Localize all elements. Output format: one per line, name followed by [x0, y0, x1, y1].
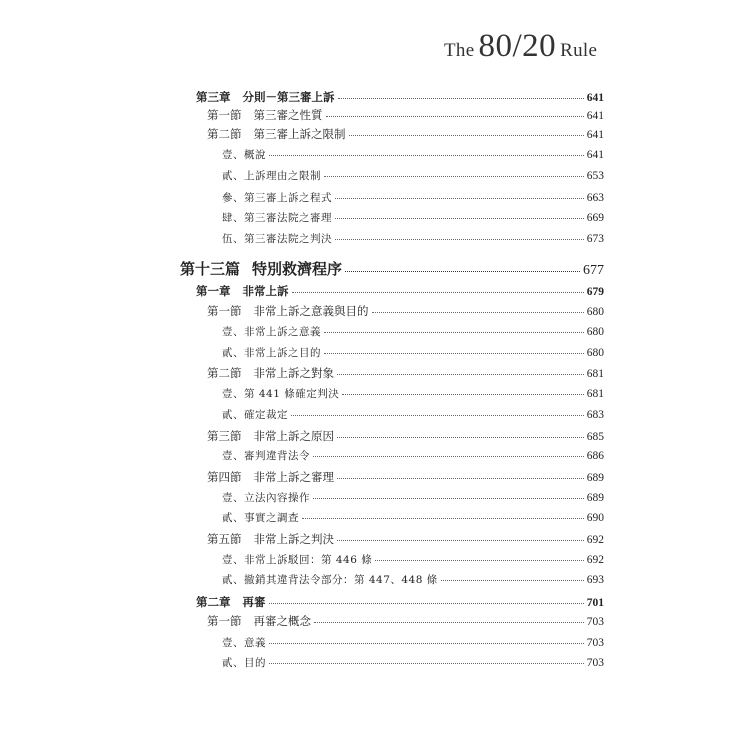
toc-entry-item [222, 635, 604, 651]
toc-entry-label [207, 107, 323, 123]
toc-entry-title: 貳、上訴理由之限制 [222, 170, 321, 182]
dot-leader [335, 217, 584, 219]
dot-leader [291, 414, 584, 416]
toc-entry-title: 貳、非常上訴之目的 [222, 347, 321, 359]
toc-entry-title: 壹、立法內容操作 [222, 492, 310, 504]
dot-leader [269, 662, 584, 664]
dot-leader [292, 291, 584, 293]
toc-entry-section [207, 303, 604, 320]
toc-entry-label [207, 126, 346, 142]
toc-entry-label [222, 345, 321, 361]
toc-entry-page: 680 [586, 326, 604, 338]
dot-leader [342, 393, 584, 395]
toc-entry-item [222, 407, 604, 423]
toc-entry-label [196, 283, 289, 299]
toc-entry-label [222, 168, 321, 184]
toc-entry-label [222, 190, 332, 206]
dot-leader [324, 331, 584, 333]
toc-entry-page: 690 [586, 512, 604, 524]
toc-entry-title: 壹、審判違背法令 [222, 450, 310, 462]
toc-entry-number: 第三章 [196, 90, 231, 104]
toc-entry-title: 再審之概念 [253, 614, 311, 628]
toc-entry-section [207, 107, 604, 124]
toc-entry-page: 683 [586, 409, 604, 421]
toc-entry-page: 685 [586, 431, 604, 443]
toc-entry-title: 非常上訴之原因 [253, 429, 334, 443]
dot-leader [302, 517, 584, 519]
toc-entry-item [222, 345, 604, 361]
toc-entry-label [222, 635, 266, 651]
toc-entry-part [180, 259, 604, 281]
toc-entry-number: 第一章 [196, 284, 231, 298]
brand-rule: Rule [560, 40, 598, 61]
toc-entry-page: 641 [586, 149, 604, 161]
toc-entry-label [222, 407, 288, 423]
toc-entry-label [222, 448, 310, 464]
toc-entry-title: 分則－第三審上訴 [242, 90, 335, 104]
toc-entry-page: 669 [586, 212, 604, 224]
toc-entry-item [222, 168, 604, 184]
toc-entry-item [222, 386, 604, 402]
toc-entry-label [207, 428, 334, 444]
toc-entry-label [207, 613, 311, 629]
toc-entry-title: 貳、事實之調查 [222, 512, 299, 524]
toc-entry-label [196, 89, 335, 105]
toc-entry-section [207, 469, 604, 486]
dot-leader [269, 642, 584, 644]
toc-entry-label [207, 365, 334, 381]
dot-leader [313, 455, 584, 457]
toc-entry-title: 非常上訴之對象 [253, 366, 334, 380]
toc-entry-title: 壹、意義 [222, 637, 266, 649]
toc-entry-number: 第二節 [207, 127, 242, 141]
toc-entry-label [222, 655, 266, 671]
toc-entry-page: 680 [586, 347, 604, 359]
brand-the: The [444, 40, 475, 61]
toc-entry-page: 681 [586, 368, 604, 380]
toc-entry-item [222, 510, 604, 526]
toc-entry-page: 689 [586, 472, 604, 484]
toc-entry-item [222, 210, 604, 226]
toc-entry-section [207, 531, 604, 548]
toc-entry-title: 第三審之性質 [253, 108, 323, 122]
toc-entry-page: 681 [586, 388, 604, 400]
toc-entry-label [222, 572, 438, 588]
dot-leader [441, 579, 584, 581]
dot-leader [338, 97, 584, 99]
toc-entry-page: 680 [586, 306, 604, 318]
toc-entry-page: 692 [586, 554, 604, 566]
toc-entry-label [180, 259, 342, 279]
brand-number: 80/20 [478, 28, 557, 64]
toc-entry-page: 673 [586, 233, 604, 245]
toc-entry-page: 679 [586, 286, 604, 298]
toc-entry-label [222, 386, 339, 402]
toc-entry-label [222, 490, 310, 506]
toc-entry-page: 689 [586, 492, 604, 504]
toc-entry-label [222, 324, 321, 340]
toc-entry-page: 701 [586, 597, 604, 609]
toc-entry-title: 第三審上訴之限制 [253, 127, 346, 141]
toc-entry-label [222, 231, 332, 247]
dot-leader [269, 602, 584, 604]
toc-entry-page: 641 [586, 110, 604, 122]
toc-entry-number: 第二章 [196, 595, 231, 609]
toc-entry-label [207, 469, 334, 485]
toc-entry-item [222, 147, 604, 163]
toc-entry-number: 第四節 [207, 470, 242, 484]
toc-entry-item [222, 655, 604, 671]
toc-entry-chapter [196, 283, 604, 300]
toc-entry-item [222, 448, 604, 464]
toc-entry-number: 第十三篇 [180, 260, 241, 278]
toc-entry-page: 692 [586, 534, 604, 546]
toc-entry-page: 677 [583, 263, 604, 278]
toc-entry-item [222, 324, 604, 340]
dot-leader [337, 373, 584, 375]
toc-entry-label [207, 303, 369, 319]
toc-entry-item [222, 190, 604, 206]
toc-entry-section [207, 365, 604, 382]
toc-entry-number: 第三節 [207, 429, 242, 443]
toc-entry-item [222, 552, 604, 568]
toc-entry-title: 壹、概說 [222, 149, 266, 161]
toc-entry-page: 663 [586, 192, 604, 204]
toc-entry-section [207, 428, 604, 445]
toc-entry-page: 641 [586, 92, 604, 104]
toc-entry-label [196, 594, 266, 610]
dot-leader [337, 477, 584, 479]
dot-leader [324, 352, 584, 354]
dot-leader [324, 175, 584, 177]
dot-leader [337, 539, 584, 541]
toc-entry-chapter [196, 89, 604, 106]
toc-entry-label [222, 510, 299, 526]
toc-entry-item [222, 490, 604, 506]
dot-leader [345, 270, 580, 272]
toc-entry-title: 壹、非常上訴之意義 [222, 326, 321, 338]
toc-entry-item [222, 572, 604, 588]
toc-entry-item [222, 231, 604, 247]
toc-entry-page: 653 [586, 170, 604, 182]
dot-leader [269, 154, 584, 156]
dot-leader [326, 115, 584, 117]
toc-entry-number: 第二節 [207, 366, 242, 380]
dot-leader [337, 436, 584, 438]
toc-entry-title: 非常上訴之審理 [253, 470, 334, 484]
toc-entry-page: 703 [586, 616, 604, 628]
toc-entry-title: 肆、第三審法院之審理 [222, 212, 332, 224]
toc-entry-number: 第五節 [207, 532, 242, 546]
toc-entry-title: 貳、確定裁定 [222, 409, 288, 421]
toc-entry-number: 第一節 [207, 108, 242, 122]
toc-entry-label [207, 531, 334, 547]
toc-entry-label [222, 210, 332, 226]
toc-entry-section [207, 126, 604, 143]
toc-entry-title: 貳、目的 [222, 657, 266, 669]
toc-entry-title: 參、第三審上訴之程式 [222, 192, 332, 204]
dot-leader [372, 311, 584, 313]
toc-entry-title: 壹、第 441 條確定判決 [222, 388, 340, 400]
toc-entry-number: 第一節 [207, 304, 242, 318]
toc-entry-title: 貳、撤銷其違背法令部分：第 447、448 條 [222, 574, 438, 586]
toc-entry-section [207, 613, 604, 630]
toc-entry-title: 非常上訴之意義與目的 [253, 304, 369, 318]
toc-entry-title: 非常上訴 [242, 284, 289, 298]
toc-entry-title: 再審 [242, 595, 266, 609]
toc-entry-page: 703 [586, 657, 604, 669]
toc-entry-chapter [196, 594, 604, 611]
dot-leader [314, 621, 584, 623]
toc-entry-page: 703 [586, 637, 604, 649]
dot-leader [313, 497, 584, 499]
dot-leader [375, 559, 584, 561]
toc-entry-number: 第一節 [207, 614, 242, 628]
toc-entry-page: 693 [586, 574, 604, 586]
dot-leader [335, 197, 584, 199]
toc-entry-title: 特別救濟程序 [252, 260, 343, 278]
toc-entry-title: 壹、非常上訴駁回：第 446 條 [222, 554, 373, 566]
dot-leader [349, 134, 584, 136]
toc-entry-title: 伍、第三審法院之判決 [222, 233, 332, 245]
toc-entry-page: 641 [586, 129, 604, 141]
toc-entry-label [222, 147, 266, 163]
toc-entry-label [222, 552, 372, 568]
toc-entry-title: 非常上訴之判決 [253, 532, 334, 546]
toc-entry-page: 686 [586, 450, 604, 462]
dot-leader [335, 238, 584, 240]
